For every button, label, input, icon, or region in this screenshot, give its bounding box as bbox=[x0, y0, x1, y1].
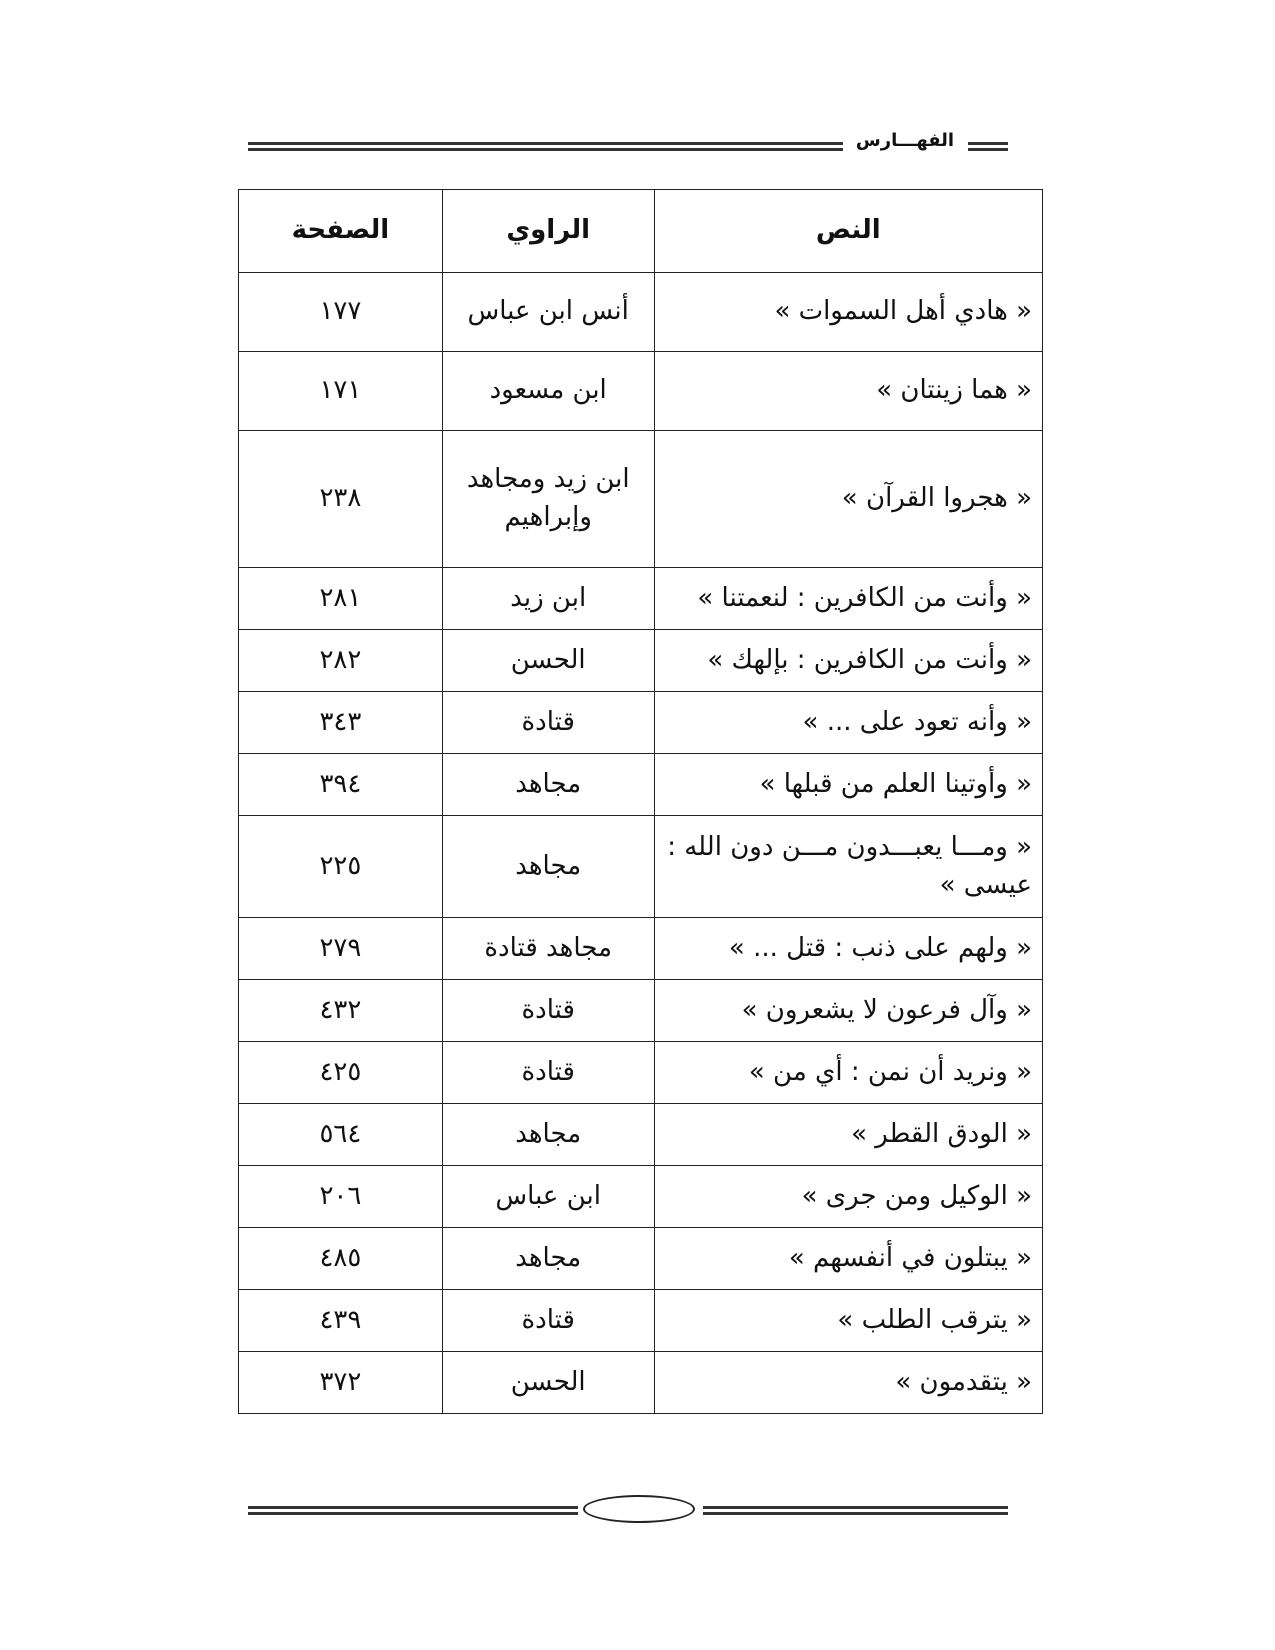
row-page-cell: ١٧١ bbox=[239, 352, 443, 431]
row-text-cell: « هما زينتان » bbox=[654, 352, 1042, 431]
column-header-narrator: الراوي bbox=[442, 190, 654, 273]
row-narrator-cell: قتادة bbox=[442, 692, 654, 754]
page-header bbox=[248, 128, 1008, 168]
row-narrator-cell: الحسن bbox=[442, 1352, 654, 1414]
row-page-cell: ٢٣٨ bbox=[239, 431, 443, 568]
footer-rule-right bbox=[703, 1506, 1008, 1515]
table-body bbox=[239, 273, 1043, 1414]
row-narrator-cell: قتادة bbox=[442, 1042, 654, 1104]
row-narrator-cell: مجاهد bbox=[442, 1228, 654, 1290]
row-text-cell: « هجروا القرآن » bbox=[654, 431, 1042, 568]
row-page-cell: ٢٠٦ bbox=[239, 1166, 443, 1228]
row-narrator-cell: ابن مسعود bbox=[442, 352, 654, 431]
row-narrator-cell: قتادة bbox=[442, 980, 654, 1042]
row-narrator-cell: قتادة bbox=[442, 1290, 654, 1352]
row-text-cell: « وأنه تعود على ... » bbox=[654, 692, 1042, 754]
header-rule-right bbox=[968, 142, 1008, 151]
row-page-cell: ٣٤٣ bbox=[239, 692, 443, 754]
column-header-text: النص bbox=[654, 190, 1042, 273]
table-row bbox=[239, 1352, 1043, 1414]
row-page-cell: ٥٦٤ bbox=[239, 1104, 443, 1166]
row-narrator-cell: ابن زيد bbox=[442, 568, 654, 630]
row-text-cell: « يترقب الطلب » bbox=[654, 1290, 1042, 1352]
row-narrator-cell: أنس ابن عباس bbox=[442, 273, 654, 352]
page-number-oval bbox=[583, 1495, 695, 1523]
table-row bbox=[239, 630, 1043, 692]
row-page-cell: ٣٩٤ bbox=[239, 754, 443, 816]
row-page-cell: ٢٧٩ bbox=[239, 918, 443, 980]
row-text-cell: « يتقدمون » bbox=[654, 1352, 1042, 1414]
table-row bbox=[239, 816, 1043, 918]
row-text-cell: « الودق القطر » bbox=[654, 1104, 1042, 1166]
table-row bbox=[239, 352, 1043, 431]
row-text-cell: « هادي أهل السموات » bbox=[654, 273, 1042, 352]
row-page-cell: ٢٢٥ bbox=[239, 816, 443, 918]
index-table bbox=[238, 189, 1043, 1414]
row-text-cell: « يبتلون في أنفسهم » bbox=[654, 1228, 1042, 1290]
row-narrator-cell: مجاهد bbox=[442, 816, 654, 918]
row-text-cell: « ونريد أن نمن : أي من » bbox=[654, 1042, 1042, 1104]
table-row bbox=[239, 431, 1043, 568]
row-narrator-cell: مجاهد bbox=[442, 1104, 654, 1166]
table-row bbox=[239, 1290, 1043, 1352]
table-row bbox=[239, 568, 1043, 630]
column-header-page: الصفحة bbox=[239, 190, 443, 273]
row-narrator-cell: الحسن bbox=[442, 630, 654, 692]
table-row bbox=[239, 918, 1043, 980]
table-row bbox=[239, 692, 1043, 754]
row-page-cell: ٤٣٢ bbox=[239, 980, 443, 1042]
footer-rule-left bbox=[248, 1506, 578, 1515]
row-page-cell: ٢٨١ bbox=[239, 568, 443, 630]
table-row bbox=[239, 273, 1043, 352]
row-narrator-cell: مجاهد قتادة bbox=[442, 918, 654, 980]
row-text-cell: « وأوتينا العلم من قبلها » bbox=[654, 754, 1042, 816]
row-narrator-cell: مجاهد bbox=[442, 754, 654, 816]
table-row bbox=[239, 754, 1043, 816]
header-rule-left bbox=[248, 142, 843, 151]
row-page-cell: ٤٣٩ bbox=[239, 1290, 443, 1352]
table-header-row bbox=[239, 190, 1043, 273]
table-row bbox=[239, 980, 1043, 1042]
header-title: الفهـــارس bbox=[855, 130, 955, 151]
table-row bbox=[239, 1104, 1043, 1166]
row-text-cell: « الوكيل ومن جرى » bbox=[654, 1166, 1042, 1228]
row-text-cell: « ولهم على ذنب : قتل ... » bbox=[654, 918, 1042, 980]
row-narrator-cell: ابن زيد ومجاهد وإبراهيم bbox=[442, 431, 654, 568]
row-page-cell: ٤٢٥ bbox=[239, 1042, 443, 1104]
row-page-cell: ٢٨٢ bbox=[239, 630, 443, 692]
row-text-cell: « وأنت من الكافرين : بإلهك » bbox=[654, 630, 1042, 692]
row-text-cell: « وآل فرعون لا يشعرون » bbox=[654, 980, 1042, 1042]
table-row bbox=[239, 1228, 1043, 1290]
page-footer bbox=[248, 1495, 1008, 1525]
row-page-cell: ٤٨٥ bbox=[239, 1228, 443, 1290]
row-page-cell: ١٧٧ bbox=[239, 273, 443, 352]
table-row bbox=[239, 1166, 1043, 1228]
row-text-cell: « ومـــا يعبـــدون مـــن دون الله : عيسى » bbox=[654, 816, 1042, 918]
row-narrator-cell: ابن عباس bbox=[442, 1166, 654, 1228]
row-page-cell: ٣٧٢ bbox=[239, 1352, 443, 1414]
table-row bbox=[239, 1042, 1043, 1104]
row-text-cell: « وأنت من الكافرين : لنعمتنا » bbox=[654, 568, 1042, 630]
